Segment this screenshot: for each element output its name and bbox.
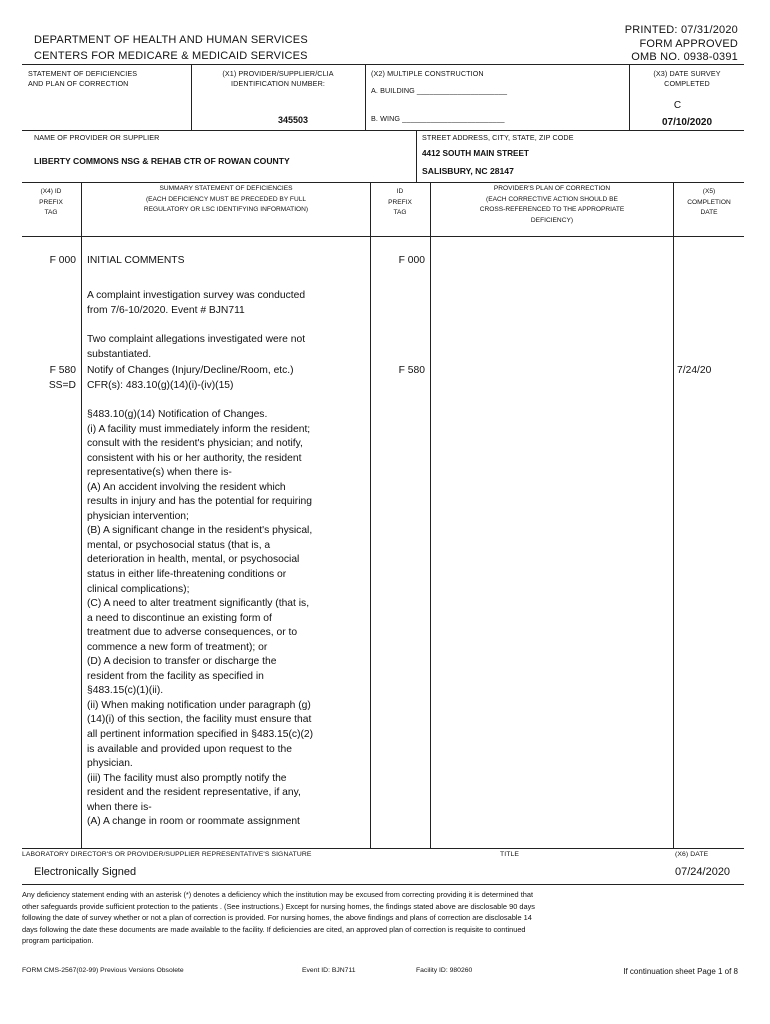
- f580-completion-date: 7/24/20: [677, 365, 712, 376]
- x3-label: (X3) DATE SURVEY COMPLETED: [653, 69, 721, 88]
- provider-rule: [22, 182, 744, 183]
- address-line1: 4412 SOUTH MAIN STREET: [422, 149, 529, 158]
- x4-label: (X4) ID PREFIX TAG: [39, 188, 63, 216]
- address-line2: SALISBURY, NC 28147: [422, 166, 514, 176]
- plan-label: PROVIDER'S PLAN OF CORRECTION (EACH CORRECTIVE ACTION SHOULD BE CROSS-REFERENCED TO THE APPROPRIATE DEFICIENCY): [479, 185, 625, 224]
- statement-label: STATEMENT OF DEFICIENCIES AND PLAN OF CORRECTION: [28, 69, 138, 88]
- summary-label: SUMMARY STATEMENT OF DEFICIENCIES (EACH DEFICIENCY MUST BE PRECEDED BY FULL REGULATORY OR LSC IDENTIFYING INFORMATION): [143, 185, 309, 213]
- facility-id: Facility ID: 980260: [416, 967, 473, 974]
- column-divider: [430, 182, 431, 848]
- column-divider: [673, 182, 674, 848]
- omb-number: OMB NO. 0938-0391: [631, 51, 738, 63]
- f000-tag: F 000: [49, 255, 76, 266]
- department-name: DEPARTMENT OF HEALTH AND HUMAN SERVICES: [34, 34, 308, 46]
- x5-label: (X5) COMPLETION DATE: [687, 188, 731, 216]
- x2-label: (X2) MULTIPLE CONSTRUCTION: [371, 69, 484, 78]
- form-number: FORM CMS-2567(02-99) Previous Versions Obsolete: [22, 967, 184, 974]
- column-header-rule: [22, 236, 744, 237]
- id-label: ID PREFIX TAG: [388, 188, 412, 216]
- wing-label: B. WING _________________________: [371, 114, 505, 123]
- f580-id: F 580: [398, 365, 425, 376]
- provider-divider: [416, 130, 417, 182]
- provider-name: LIBERTY COMMONS NSG & REHAB CTR OF ROWAN COUNTY: [34, 156, 290, 166]
- f000-id: F 000: [398, 255, 425, 266]
- page-number: If continuation sheet Page 1 of 8: [623, 967, 738, 976]
- f580-severity: SS=D: [48, 380, 76, 391]
- date-label: (X6) DATE: [675, 851, 709, 858]
- survey-date: 07/10/2020: [661, 117, 713, 128]
- column-divider: [370, 182, 371, 848]
- form-approved: FORM APPROVED: [639, 38, 738, 50]
- box-rule: [22, 130, 744, 131]
- f580-tag: F 580: [49, 365, 76, 376]
- column-divider: [81, 182, 82, 848]
- signature-rule: [22, 848, 744, 849]
- agency-name: CENTERS FOR MEDICARE & MEDICAID SERVICES: [34, 50, 308, 62]
- x1-label: (X1) PROVIDER/SUPPLIER/CLIA IDENTIFICATION NUMBER:: [222, 69, 334, 88]
- complaint-paragraph: A complaint investigation survey was conducted from 7/6-10/2020. Event # BJN711: [87, 290, 306, 316]
- provider-number: 345503: [277, 115, 309, 125]
- signature-bottom-rule: [22, 884, 744, 885]
- event-id: Event ID: BJN711: [302, 967, 356, 974]
- regulation-text: §483.10(g)(14) Notification of Changes. (i) A facility must immediately inform the resident; consult with the resident's physician; and notify, consistent with his or her authority, the resident representative(s) when there is- (A) An accident involving the resident which results in injury and has the potential for requiring physician intervention; (B) A significant change in the resident's physical, mental, or psychosocial status (that is, a deterioration in health, mental, or psychosocial status in either life-threatening conditions or clinical complications); (C) A need to alter treatment significantly (that is, a need to discontinue an existing form of treatment due to adverse consequences, or to commence a new form of treatment); or (D) A decision to transfer or discharge the resident from the facility as specified in §483.15(c)(1)(ii). (ii) When making notification under paragraph (g) (14)(i) of this section, the facility must ensure that all pertinent information specified in §483.15(c)(2) is available and provided upon request to the physician. (iii) The facility must also promptly notify the resident and the resident representative, if any, when there is- (A) A change in room or roommate assignment: [87, 409, 314, 828]
- disclaimer: Any deficiency statement ending with an asterisk (*) denotes a deficiency which the institution may be excused from correcting providing it is determined that other safeguards provide sufficient protection to the patients . (See instructions.) Except for nursing homes, the findings stated above are disclosable 90 days following the date of survey whether or not a plan of correction is provided. For nursing homes, the above findings and plans of correction are disclosable 14 days following the date these documents are made available to the facility. If deficiencies are cited, an approved plan of correction is requisite to continued program participation.: [22, 890, 535, 946]
- box-top-rule: [22, 64, 744, 65]
- survey-code: C: [673, 100, 682, 111]
- f580-title: Notify of Changes (Injury/Decline/Room, etc.) CFR(s): 483.10(g)(14)(i)-(iv)(15): [87, 365, 294, 391]
- provider-name-label: NAME OF PROVIDER OR SUPPLIER: [34, 133, 160, 142]
- printed-date: PRINTED: 07/31/2020: [624, 24, 738, 36]
- building-label: A. BUILDING ______________________: [371, 86, 508, 95]
- f000-title: INITIAL COMMENTS: [87, 255, 185, 266]
- box-divider: [365, 64, 366, 130]
- signature-value: Electronically Signed: [34, 866, 137, 878]
- signature-label: LABORATORY DIRECTOR'S OR PROVIDER/SUPPLIER REPRESENTATIVE'S SIGNATURE: [22, 851, 312, 858]
- address-label: STREET ADDRESS, CITY, STATE, ZIP CODE: [422, 133, 574, 142]
- signature-date: 07/24/2020: [675, 866, 731, 878]
- title-label: TITLE: [500, 851, 520, 858]
- allegations-paragraph: Two complaint allegations investigated were not substantiated.: [87, 334, 306, 360]
